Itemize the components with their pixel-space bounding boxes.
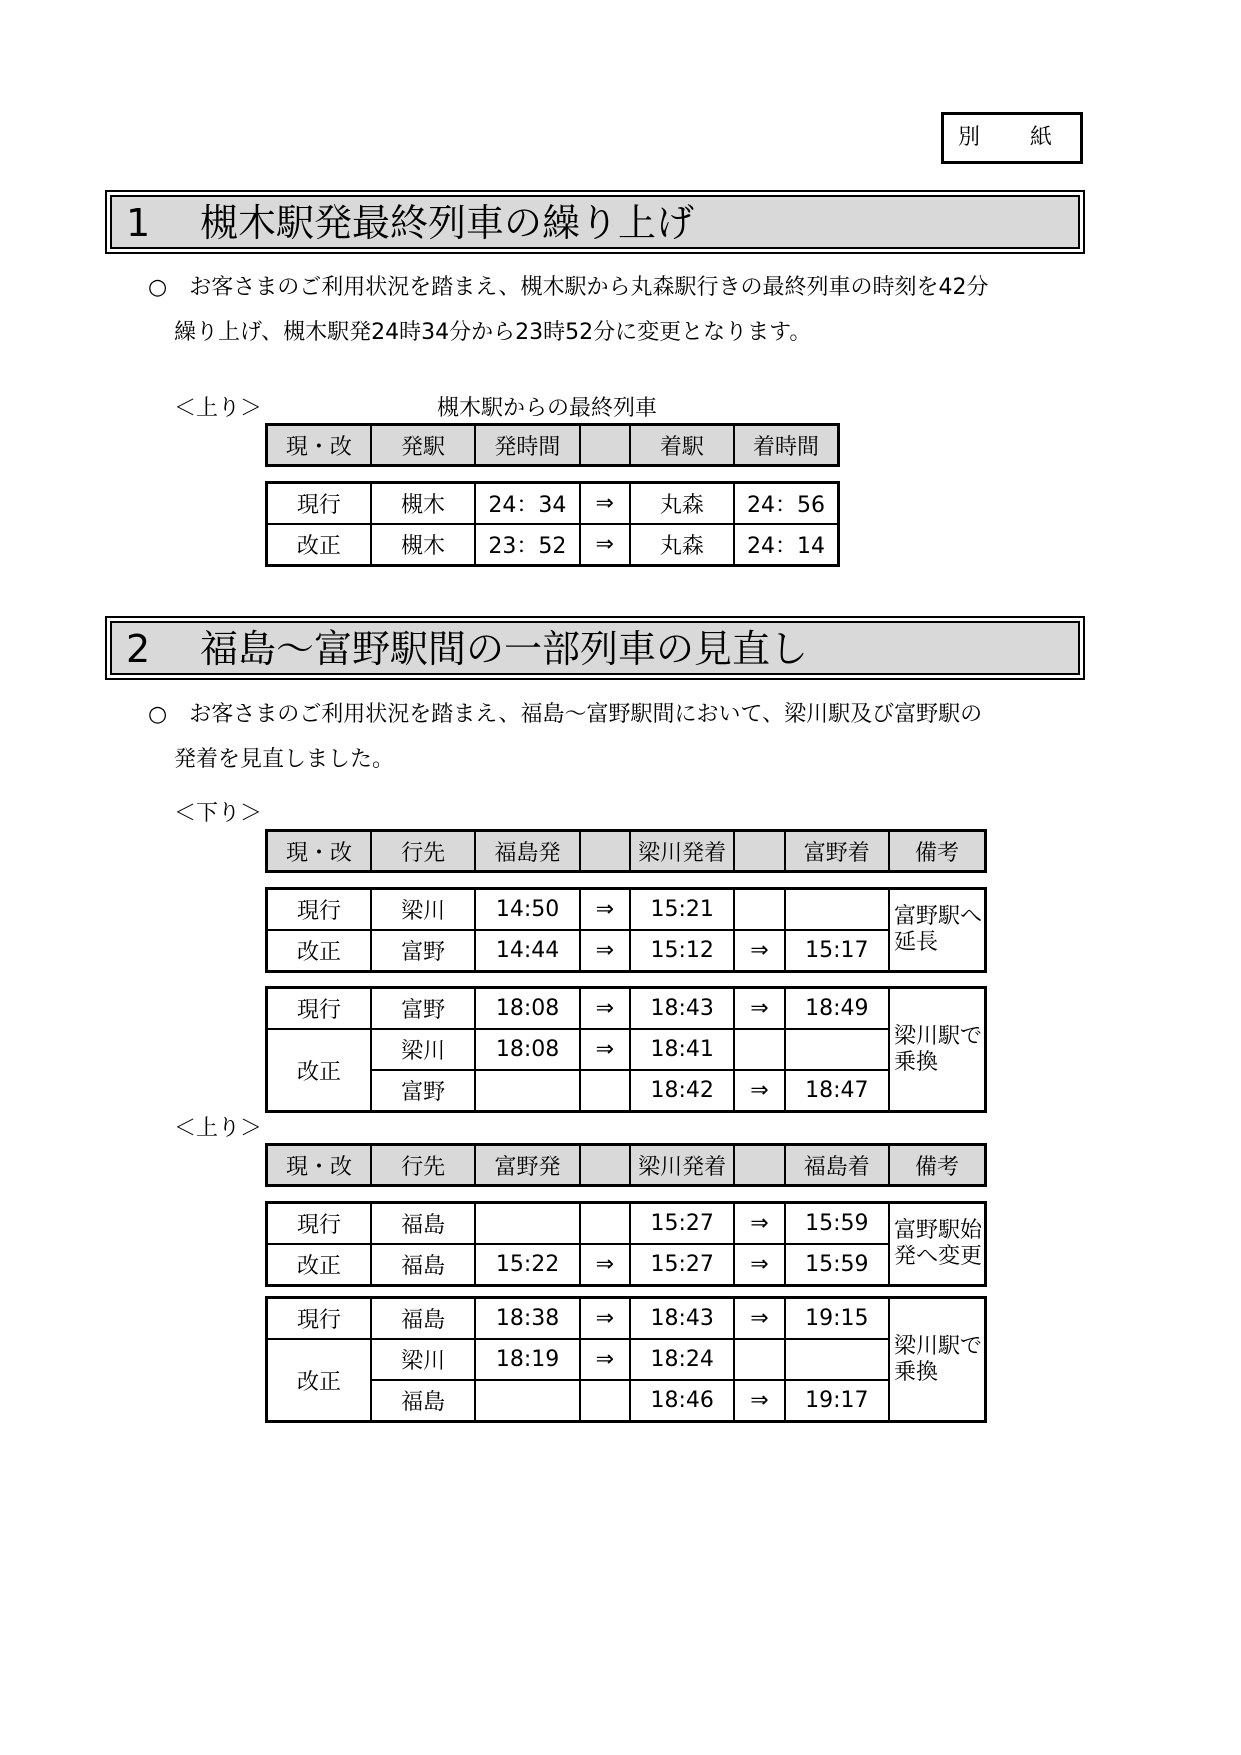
table-row xyxy=(267,483,839,525)
table-cell: 18:43 xyxy=(630,988,734,1030)
arrow-cell: ⇒ xyxy=(580,1339,630,1380)
header-cell: 現・改 xyxy=(267,831,371,872)
table-cell: 梁川 xyxy=(371,1029,475,1070)
table-cell: 富野 xyxy=(371,988,475,1030)
arrow-cell: ⇒ xyxy=(580,1244,630,1286)
arrow-cell xyxy=(580,1070,630,1112)
table-cell: 24：34 xyxy=(475,483,579,525)
header-cell: 行先 xyxy=(371,1145,475,1186)
header-cell: 現・改 xyxy=(267,425,371,466)
table-cell: 24：56 xyxy=(734,483,838,525)
table-cell: 槻木 xyxy=(371,483,475,525)
arrow-cell xyxy=(734,889,784,931)
section1-direction: ＜上り＞ xyxy=(174,396,263,421)
arrow-cell: ⇒ xyxy=(734,1298,784,1340)
table-cell: 24：14 xyxy=(734,524,838,566)
table-cell: 現行 xyxy=(267,988,371,1030)
table-cell: 18:38 xyxy=(475,1298,579,1340)
header-cell: 備考 xyxy=(889,1145,985,1186)
table-cell: 14:50 xyxy=(475,889,579,931)
arrow-cell xyxy=(734,1339,784,1380)
table-row xyxy=(267,1298,986,1340)
up-table-group1 xyxy=(265,1201,987,1287)
arrow-cell: ⇒ xyxy=(734,1380,784,1422)
section2-paragraph-line1: ○ お客さまのご利用状況を踏まえ、福島～富野駅間において、梁川駅及び富野駅の xyxy=(148,702,983,727)
table-cell: 改正 xyxy=(267,1339,371,1422)
table-cell: 富野 xyxy=(371,1070,475,1112)
table-cell: 23：52 xyxy=(475,524,579,566)
table-cell: 丸森 xyxy=(630,483,734,525)
table-row xyxy=(267,988,986,1030)
table-cell: 14:44 xyxy=(475,930,579,972)
table-cell: 15:12 xyxy=(630,930,734,972)
header-cell: 着時間 xyxy=(734,425,838,466)
table-cell: 18:42 xyxy=(630,1070,734,1112)
header-cell xyxy=(734,831,784,872)
down-table-group1 xyxy=(265,887,987,973)
section2-heading xyxy=(105,616,1085,680)
table-row xyxy=(267,1203,986,1245)
section1-table-header xyxy=(265,423,840,467)
table-cell: 福島 xyxy=(371,1203,475,1245)
table-cell: 18:46 xyxy=(630,1380,734,1422)
table-cell: 18:24 xyxy=(630,1339,734,1380)
table-cell: 現行 xyxy=(267,1298,371,1340)
table-cell: 18:47 xyxy=(785,1070,889,1112)
table-cell: 福島 xyxy=(371,1380,475,1422)
arrow-cell xyxy=(580,1380,630,1422)
remarks-cell: 梁川駅で乗換 xyxy=(889,1298,985,1422)
section1-number: 1 xyxy=(126,201,151,245)
header-cell: 富野発 xyxy=(475,1145,579,1186)
table-row xyxy=(267,1244,986,1286)
table-cell: 福島 xyxy=(371,1298,475,1340)
table-row xyxy=(267,1070,986,1112)
header-cell: 梁川発着 xyxy=(630,831,734,872)
table-cell: 15:22 xyxy=(475,1244,579,1286)
arrow-cell xyxy=(734,1029,784,1070)
arrow-cell: ⇒ xyxy=(580,524,630,566)
table-cell: 15:21 xyxy=(630,889,734,931)
table-cell: 丸森 xyxy=(630,524,734,566)
arrow-cell: ⇒ xyxy=(580,988,630,1030)
attachment-label: 別 紙 xyxy=(941,112,1083,164)
table-row xyxy=(267,524,839,566)
header-cell: 備考 xyxy=(889,831,985,872)
table-cell: 18:41 xyxy=(630,1029,734,1070)
table-cell xyxy=(475,1380,579,1422)
table-row xyxy=(267,1029,986,1070)
arrow-cell: ⇒ xyxy=(580,483,630,525)
table-row xyxy=(267,1380,986,1422)
table-cell: 富野 xyxy=(371,930,475,972)
arrow-cell: ⇒ xyxy=(734,1070,784,1112)
table-cell: 改正 xyxy=(267,1029,371,1112)
table-row xyxy=(267,1339,986,1380)
header-cell: 発時間 xyxy=(475,425,579,466)
header-cell: 現・改 xyxy=(267,1145,371,1186)
section1-table-title: 槻木駅からの最終列車 xyxy=(437,396,658,421)
table-row xyxy=(267,889,986,931)
table-cell: 18:08 xyxy=(475,988,579,1030)
table-cell: 18:43 xyxy=(630,1298,734,1340)
section1-title: 槻木駅発最終列車の繰り上げ xyxy=(200,201,695,245)
table-cell: 改正 xyxy=(267,524,371,566)
table-cell xyxy=(475,1203,579,1245)
up-table-group2 xyxy=(265,1296,987,1423)
down-direction-label: ＜下り＞ xyxy=(174,801,263,826)
table-cell: 槻木 xyxy=(371,524,475,566)
down-table-group2 xyxy=(265,986,987,1113)
header-cell: 梁川発着 xyxy=(630,1145,734,1186)
header-cell xyxy=(580,1145,630,1186)
section1-paragraph-line2: 繰り上げ、槻木駅発24時34分から23時52分に変更となります。 xyxy=(174,320,812,345)
table-cell: 18:08 xyxy=(475,1029,579,1070)
header-cell: 福島着 xyxy=(785,1145,889,1186)
arrow-cell: ⇒ xyxy=(580,889,630,931)
header-cell xyxy=(734,1145,784,1186)
table-cell: 15:17 xyxy=(785,930,889,972)
header-cell xyxy=(580,831,630,872)
table-cell: 18:19 xyxy=(475,1339,579,1380)
table-cell: 15:59 xyxy=(785,1203,889,1245)
remarks-cell: 富野駅へ延長 xyxy=(889,889,985,972)
table-cell: 福島 xyxy=(371,1244,475,1286)
arrow-cell: ⇒ xyxy=(580,1298,630,1340)
header-cell: 行先 xyxy=(371,831,475,872)
table-cell: 15:59 xyxy=(785,1244,889,1286)
arrow-cell: ⇒ xyxy=(734,1244,784,1286)
arrow-cell xyxy=(580,1203,630,1245)
up-table-header xyxy=(265,1143,987,1187)
section2-number: 2 xyxy=(126,627,151,671)
header-cell xyxy=(580,425,630,466)
table-cell: 現行 xyxy=(267,483,371,525)
table-cell xyxy=(785,1339,889,1380)
table-cell: 15:27 xyxy=(630,1244,734,1286)
down-table-header xyxy=(265,829,987,873)
table-cell: 梁川 xyxy=(371,1339,475,1380)
arrow-cell: ⇒ xyxy=(734,988,784,1030)
table-cell: 現行 xyxy=(267,1203,371,1245)
remarks-cell: 富野駅始発へ変更 xyxy=(889,1203,985,1286)
section1-heading xyxy=(105,190,1085,254)
table-cell: 18:49 xyxy=(785,988,889,1030)
section2-title: 福島～富野駅間の一部列車の見直し xyxy=(200,627,809,671)
section2-paragraph-line2: 発着を見直しました。 xyxy=(174,747,395,772)
section1-paragraph-line1: ○ お客さまのご利用状況を踏まえ、槻木駅から丸森駅行きの最終列車の時刻を42分 xyxy=(148,275,989,300)
table-cell: 改正 xyxy=(267,930,371,972)
remarks-cell: 梁川駅で乗換 xyxy=(889,988,985,1112)
table-cell: 改正 xyxy=(267,1244,371,1286)
section1-table-body xyxy=(265,481,840,567)
table-cell: 現行 xyxy=(267,889,371,931)
table-cell: 19:17 xyxy=(785,1380,889,1422)
table-cell: 梁川 xyxy=(371,889,475,931)
header-cell: 発駅 xyxy=(371,425,475,466)
arrow-cell: ⇒ xyxy=(580,1029,630,1070)
arrow-cell: ⇒ xyxy=(734,1203,784,1245)
header-cell: 富野着 xyxy=(785,831,889,872)
table-cell: 19:15 xyxy=(785,1298,889,1340)
table-cell: 15:27 xyxy=(630,1203,734,1245)
arrow-cell: ⇒ xyxy=(580,930,630,972)
table-cell xyxy=(475,1070,579,1112)
table-cell xyxy=(785,889,889,931)
up-direction-label: ＜上り＞ xyxy=(174,1116,263,1141)
table-row xyxy=(267,930,986,972)
header-cell: 着駅 xyxy=(630,425,734,466)
arrow-cell: ⇒ xyxy=(734,930,784,972)
header-cell: 福島発 xyxy=(475,831,579,872)
table-cell xyxy=(785,1029,889,1070)
